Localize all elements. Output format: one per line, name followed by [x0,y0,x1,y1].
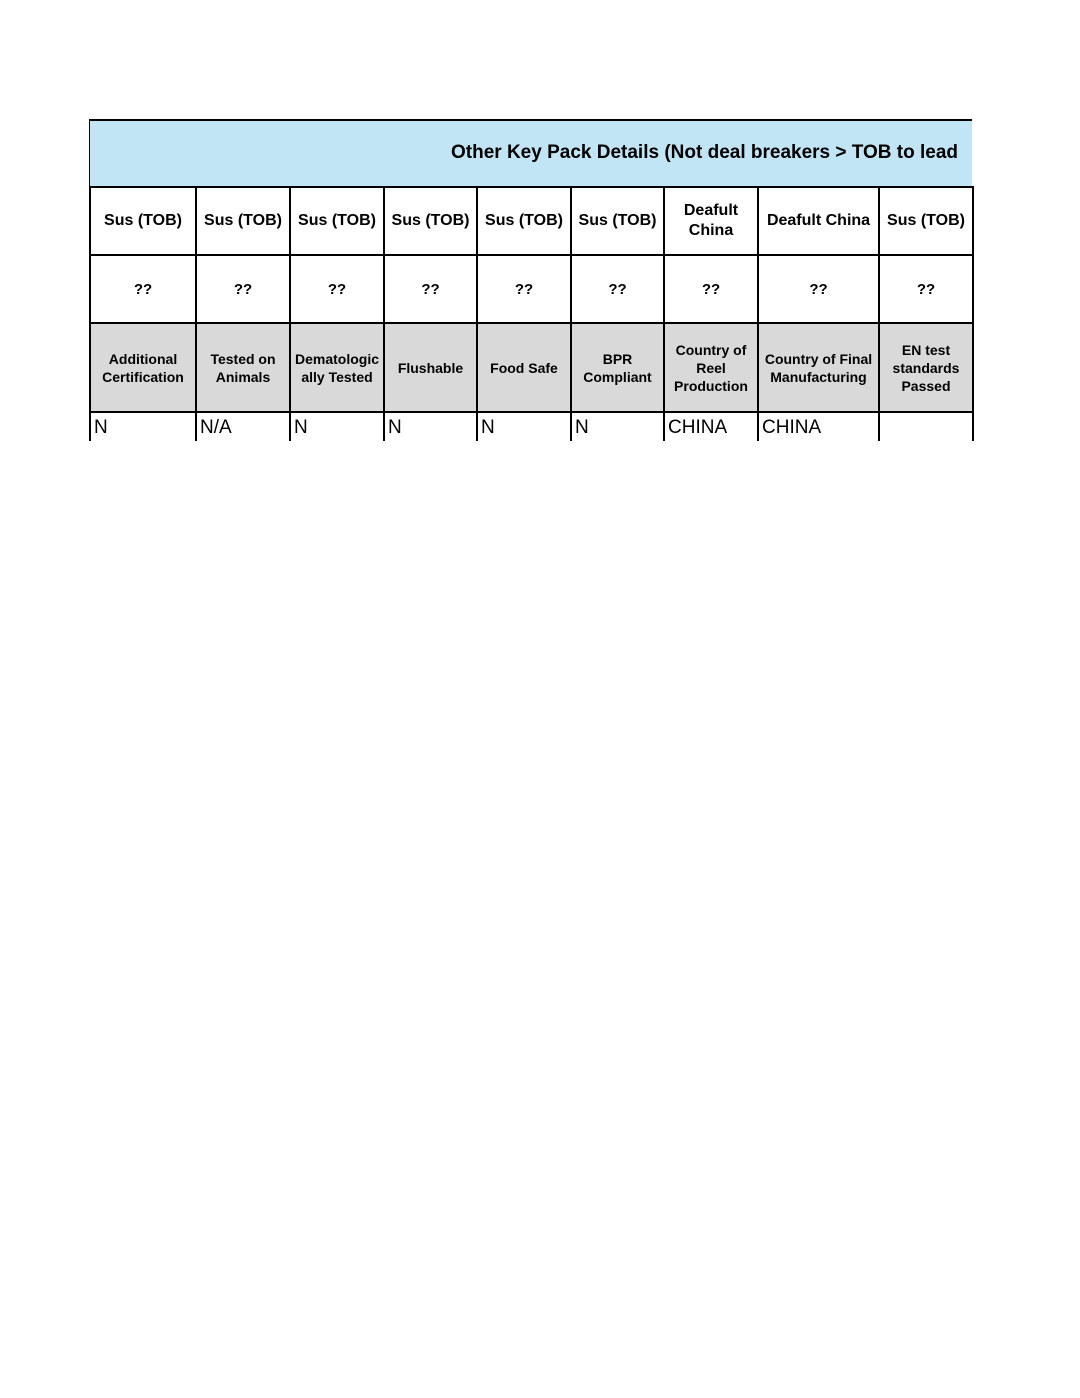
status-cell[interactable]: ?? [571,255,664,323]
spreadsheet-page [89,119,972,441]
status-cell[interactable]: ?? [477,255,571,323]
value-cell[interactable]: CHINA [664,412,758,441]
status-row [90,255,973,323]
pack-details-table [89,186,974,441]
field-label-cell[interactable]: Additional Certification [90,323,196,412]
value-cell[interactable]: N [477,412,571,441]
status-cell[interactable]: ?? [290,255,384,323]
owner-row [90,187,973,255]
value-cell[interactable]: N/A [196,412,290,441]
owner-cell[interactable]: Sus (TOB) [879,187,973,255]
value-row [90,412,973,441]
status-cell[interactable]: ?? [879,255,973,323]
owner-cell[interactable]: Deafult China [758,187,879,255]
value-cell[interactable]: CHINA [758,412,879,441]
field-label-cell[interactable]: Food Safe [477,323,571,412]
owner-cell[interactable]: Sus (TOB) [290,187,384,255]
value-cell[interactable]: N [290,412,384,441]
section-banner [89,121,972,186]
field-label-cell[interactable]: Tested on Animals [196,323,290,412]
owner-cell[interactable]: Deafult China [664,187,758,255]
value-cell[interactable]: N [384,412,477,441]
field-label-cell[interactable]: Country of Reel Production [664,323,758,412]
field-label-row [90,323,973,412]
owner-cell[interactable]: Sus (TOB) [196,187,290,255]
field-label-cell[interactable]: BPR Compliant [571,323,664,412]
field-label-cell[interactable]: EN test standards Passed [879,323,973,412]
status-cell[interactable]: ?? [384,255,477,323]
owner-cell[interactable]: Sus (TOB) [477,187,571,255]
status-cell[interactable]: ?? [196,255,290,323]
owner-cell[interactable]: Sus (TOB) [384,187,477,255]
field-label-cell[interactable]: Country of Final Manufacturing [758,323,879,412]
value-cell[interactable] [879,412,973,441]
field-label-cell[interactable]: Flushable [384,323,477,412]
owner-cell[interactable]: Sus (TOB) [90,187,196,255]
status-cell[interactable]: ?? [664,255,758,323]
status-cell[interactable]: ?? [90,255,196,323]
status-cell[interactable]: ?? [758,255,879,323]
section-title: Other Key Pack Details (Not deal breakers > TOB to lead [451,142,959,163]
field-label-cell[interactable]: Dematologic ally Tested [290,323,384,412]
owner-cell[interactable]: Sus (TOB) [571,187,664,255]
value-cell[interactable]: N [90,412,196,441]
value-cell[interactable]: N [571,412,664,441]
